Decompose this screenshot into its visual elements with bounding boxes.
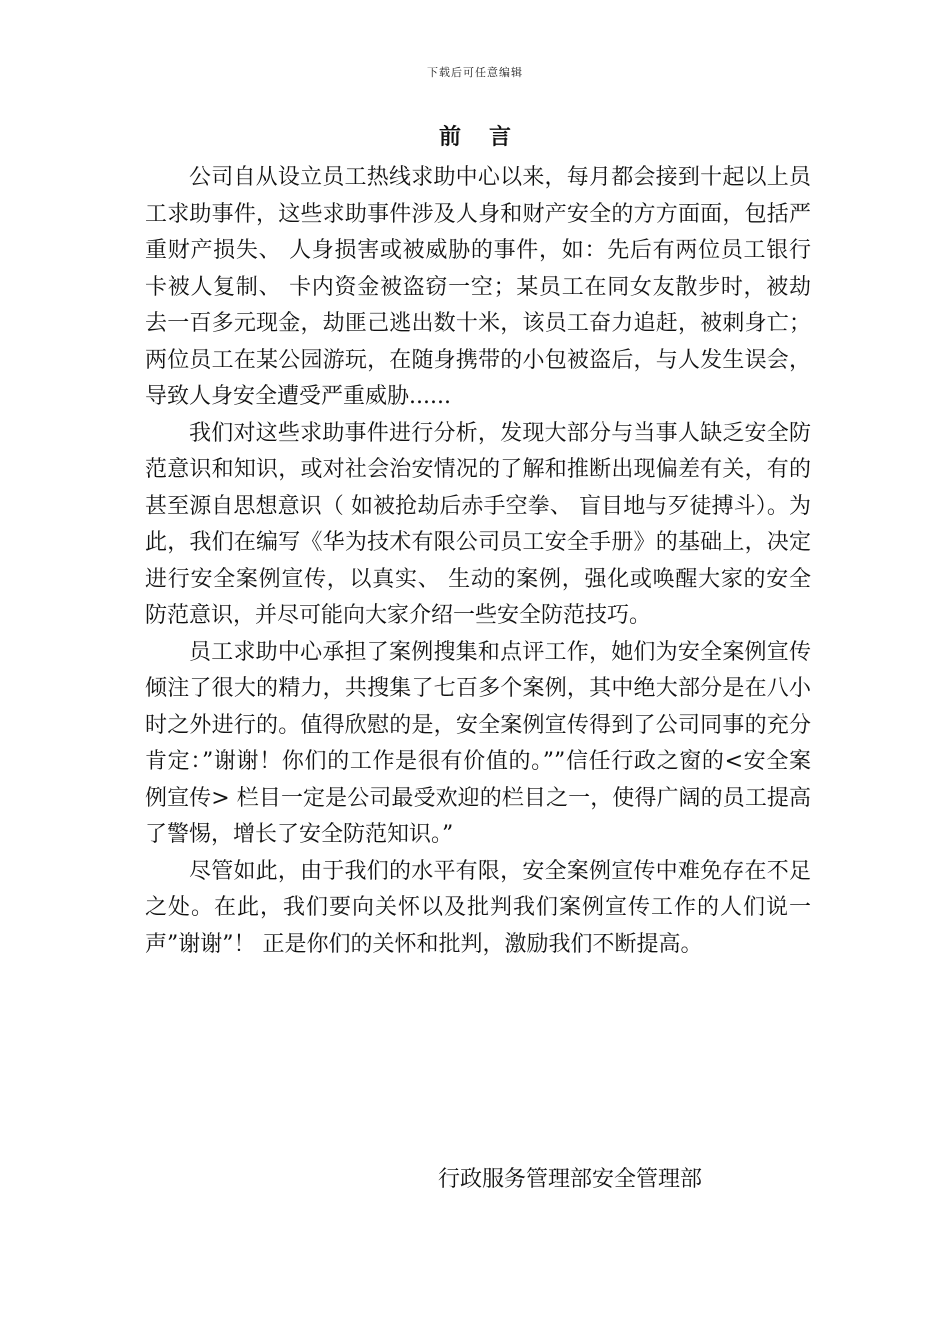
signature: 行政服务管理部安全管理部 [438, 1167, 703, 1192]
header-note: 下载后可任意编辑 [427, 66, 523, 79]
document-title: 前言 [438, 124, 539, 150]
paragraph-1: 公司自从设立员工热线求助中心以来，每月都会接到十起以上员工求助事件，这些求助事件涉及人身和财产安全的方方面面，包括严重财产损失、 人身损害或被威胁的事件，如：先后有两位员工银行卡被人复制、 卡内资金被盗窃一空；某员工在同女友散步时，被劫去一百多元现金，劫匪己逃出数十米，该员工奋力追赶，被刺身亡；两位员工在某公园游玩，在随身携带的小包被盗后，与人发生误会，导致人身安全遭受严重威胁...... [145, 165, 811, 409]
paragraph-3: 员工求助中心承担了案例搜集和点评工作，她们为安全案例宣传倾注了很大的精力，共搜集了七百多个案例，其中绝大部分是在八小时之外进行的。值得欣慰的是，安全案例宣传得到了公司同事的充分肯定：”谢谢！你们的工作是很有价值的。””信任行政之窗的<安全案例宣传> 栏目一定是公司最受欢迎的栏目之一，使得广阔的员工提高了警惕，增长了安全防范知识。” [145, 639, 811, 847]
document-body [145, 160, 811, 963]
paragraph-2: 我们对这些求助事件进行分析，发现大部分与当事人缺乏安全防范意识和知识，或对社会治安情况的了解和推断出现偏差有关，有的甚至源自思想意识（ 如被抢劫后赤手空拳、 盲目地与歹徒搏斗）。为此，我们在编写《华为技术有限公司员工安全手册》的基础上，决定进行安全案例宣传，以真实、 生动的案例，强化或唤醒大家的安全防范意识，并尽可能向大家介绍一些安全防范技巧。 [145, 420, 811, 628]
paragraph-4: 尽管如此，由于我们的水平有限，安全案例宣传中难免存在不足之处。在此，我们要向关怀以及批判我们案例宣传工作的人们说一声”谢谢”！ 正是你们的关怀和批判，激励我们不断提高。 [145, 858, 811, 957]
